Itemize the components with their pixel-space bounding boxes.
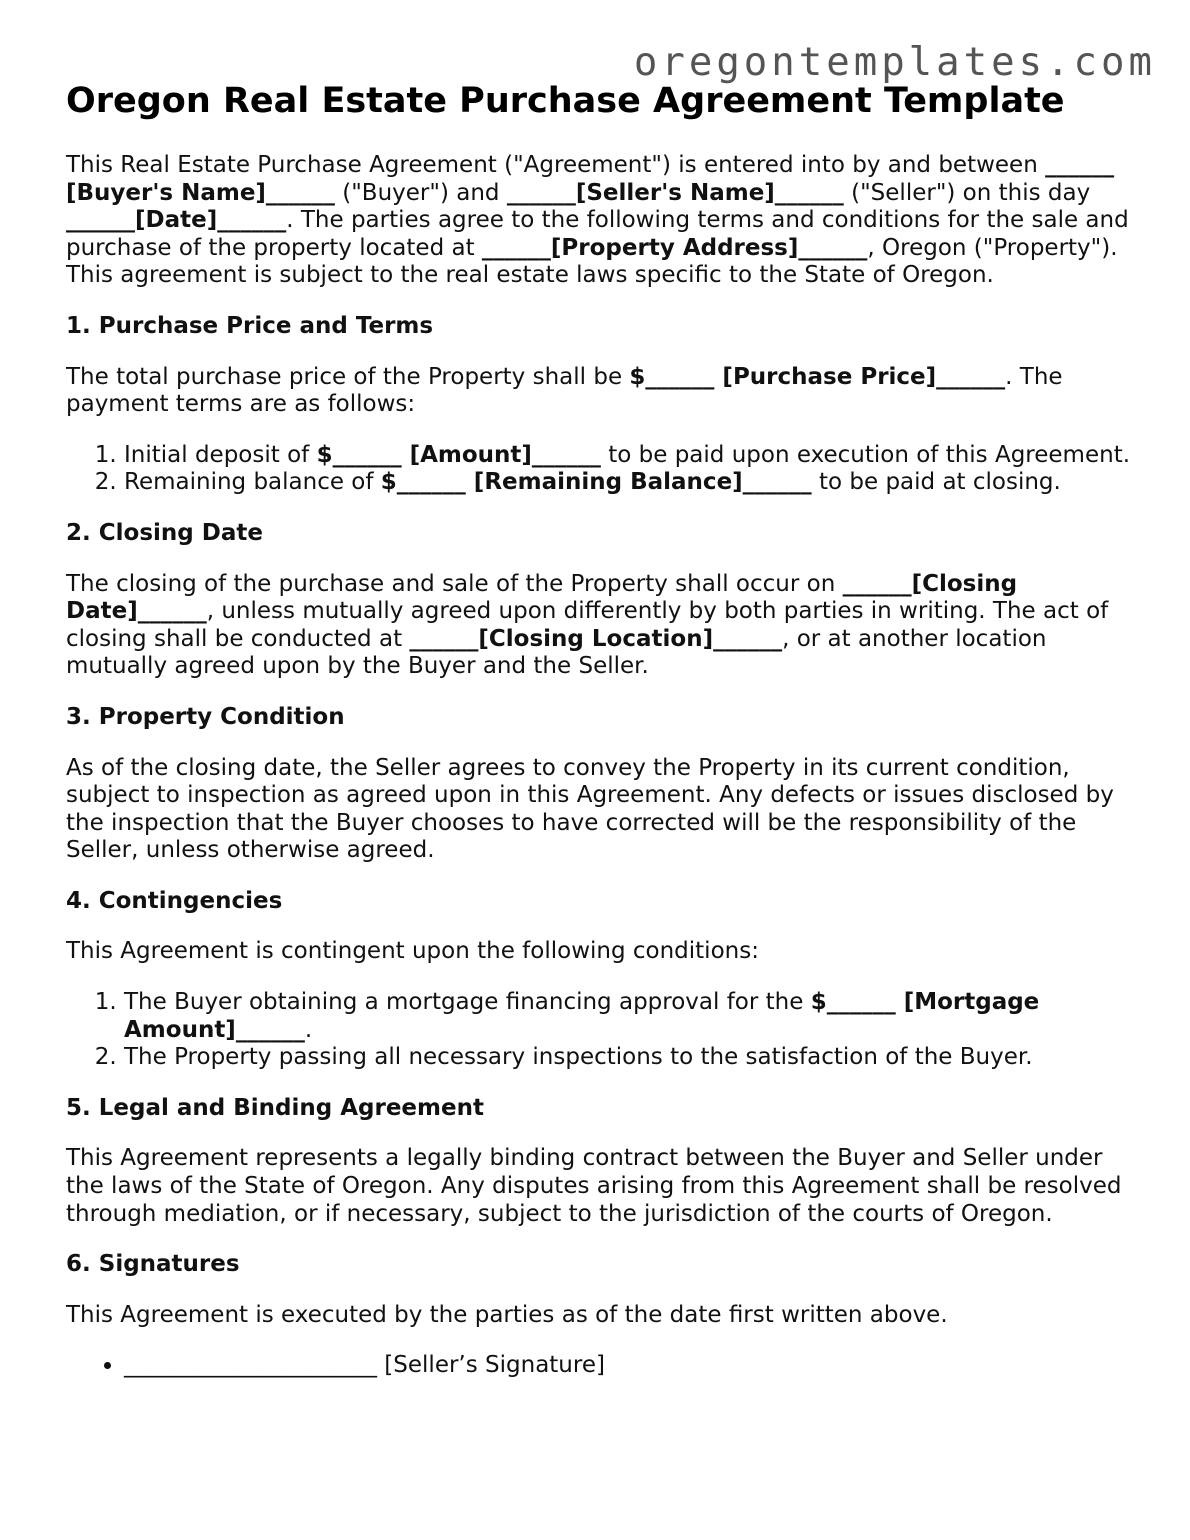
seller-name-field: ______[Seller's Name]______: [506, 179, 844, 206]
payment-terms-list: [66, 442, 1136, 497]
signatures-paragraph: This Agreement is executed by the parties as of the date first written above.: [66, 1301, 948, 1328]
closing-date-field: ______[Closing Date]______: [66, 570, 1018, 625]
contingencies-paragraph: This Agreement is contingent upon the following conditions:: [66, 938, 759, 965]
signature-list: [66, 1352, 1136, 1380]
list-item: 2. The Property passing all necessary inspections to the satisfaction of the Buyer.: [124, 1044, 1136, 1072]
buyer-name-field: ______ [Buyer's Name]______: [66, 152, 1115, 206]
deposit-amount-field: $______ [Amount]______: [316, 441, 601, 468]
section-heading-contingencies: 4. Contingencies: [66, 887, 283, 914]
property-address-field: ______[Property Address]______: [481, 234, 868, 261]
remaining-balance-field: $______ [Remaining Balance]______: [380, 469, 812, 496]
list-item: 1. The Buyer obtaining a mortgage financing approval for the $______ [Mortgage Amount]______.: [124, 989, 1136, 1044]
section-heading-property-condition: 3. Property Condition: [66, 703, 345, 730]
date-field: ______[Date]______: [66, 207, 287, 234]
document-title: Oregon Real Estate Purchase Agreement Template: [66, 81, 1065, 121]
section-heading-legal-binding: 5. Legal and Binding Agreement: [66, 1094, 484, 1121]
section-heading-purchase-price: 1. Purchase Price and Terms: [66, 312, 434, 339]
list-item: 2. Remaining balance of $______ [Remaining Balance]______ to be paid at closing.: [124, 469, 1136, 497]
section-heading-signatures: 6. Signatures: [66, 1251, 240, 1278]
purchase-price-field: $______ [Purchase Price]______: [629, 363, 1006, 390]
legal-binding-paragraph: This Agreement represents a legally binding contract between the Buyer and Seller under the laws of the State of Oregon. Any disputes arising from this Agreement shall be resolved through mediation, or if necessary, subject to the jurisdiction of the courts of Oregon.: [66, 1145, 1122, 1227]
closing-date-paragraph: The closing of the purchase and sale of the Property shall occur on ______[Closing Date]______, unless mutually agreed upon differently by both parties in writing. The act of closing shall be conducted at ______[Closing Location]______, or at another location mutually agreed upon by the Buyer and the Seller.: [66, 570, 1109, 680]
list-item: 1. Initial deposit of $______ [Amount]______ to be paid upon execution of this Agreement.: [124, 442, 1136, 470]
section-heading-closing-date: 2. Closing Date: [66, 519, 263, 546]
closing-location-field: ______[Closing Location]______: [409, 625, 783, 652]
contingencies-list: [66, 989, 1136, 1072]
site-watermark: oregontemplates.com: [633, 40, 1156, 85]
seller-signature-line: • ______________________ [Seller’s Signature]: [124, 1352, 1136, 1380]
mortgage-amount-field: $______ [Mortgage Amount]______: [124, 989, 1040, 1043]
purchase-price-paragraph: The total purchase price of the Property shall be $______ [Purchase Price]______. The payment terms are as follows:: [66, 363, 1063, 418]
intro-paragraph: This Real Estate Purchase Agreement ("Agreement") is entered into by and between ______ [Buyer's Name]______ ("Buyer") and ______[Seller's Name]______ ("Seller") on this day ______[Date]______. The parties agree to the following terms and conditions for the sale and purchase of the property located at ______[Property Address]______, Oregon ("Property"). This agreement is subject to the real estate laws specific to the State of Oregon.: [66, 152, 1129, 289]
document-body: [66, 152, 1136, 1403]
property-condition-paragraph: As of the closing date, the Seller agrees to convey the Property in its current condition, subject to inspection as agreed upon in this Agreement. Any defects or issues disclosed by the inspection that the Buyer chooses to have corrected will be the responsibility of the Seller, unless otherwise agreed.: [66, 754, 1114, 864]
